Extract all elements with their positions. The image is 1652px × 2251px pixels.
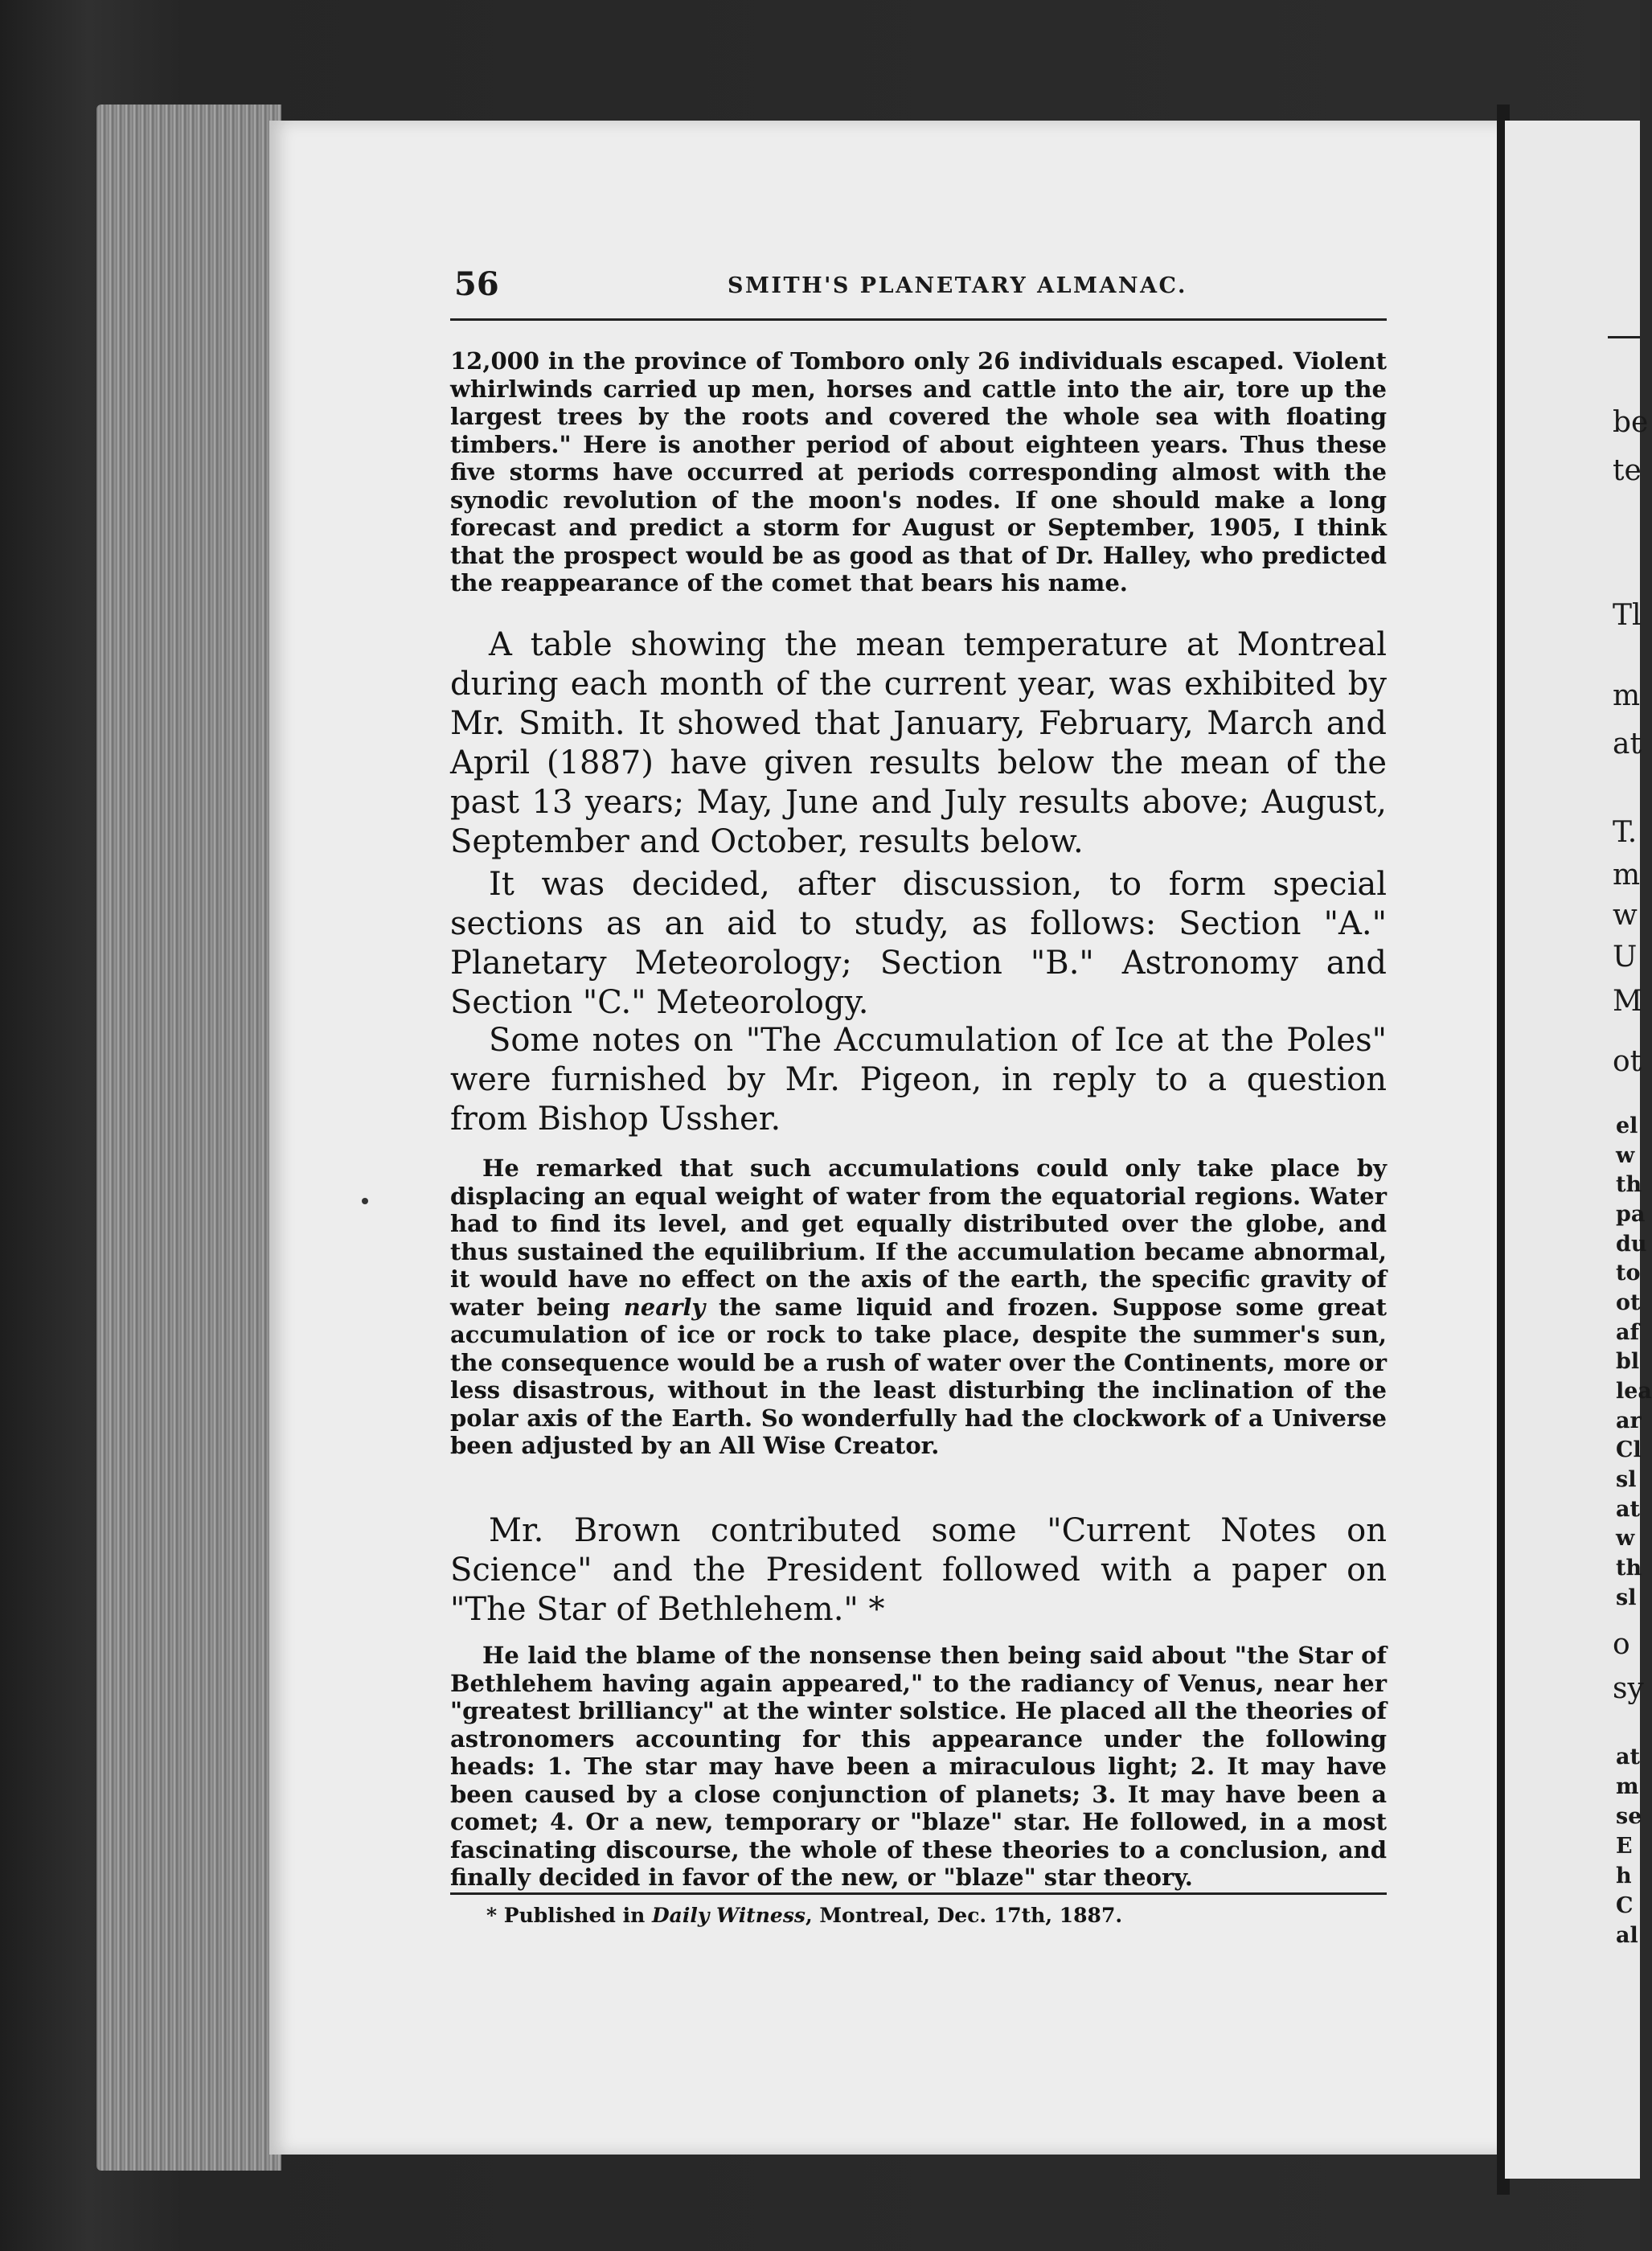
footnote-rule: [450, 1892, 1387, 1895]
facing-page-fragment: C: [1616, 1893, 1634, 1918]
facing-page-fragment: m: [1616, 1774, 1639, 1799]
facing-page-fragment: h: [1616, 1864, 1632, 1888]
facing-page-fragment: se: [1616, 1804, 1642, 1829]
paragraph-ice-accumulation: [450, 1021, 1387, 1139]
facing-page-fragment: w: [1616, 1526, 1635, 1551]
facing-page-fragment: m: [1613, 679, 1641, 712]
paragraph-star-of-bethlehem: [450, 1511, 1387, 1630]
paragraph-text: He laid the blame of the nonsense then being said about "the Star of Bethlehem having again appeared," to the radiancy of Venus, near her "greatest brilliancy" at the winter solstice. He placed all the theories of astronomers accounting for this appearance under the following heads: 1. The star may have been a miraculous light; 2. It may have been caused by a close conjunction of planets; 3. It may have been a comet; 4. Or a new, temporary or "blaze" star. He followed, in a most fascinating discourse, the whole of these theories to a conclusion, and finally decided in favor of the new, or "blaze" star theory.: [450, 1642, 1387, 1891]
facing-page-fragment: m: [1613, 859, 1641, 892]
facing-page-fragment: to: [1616, 1261, 1641, 1285]
header-rule: [450, 318, 1387, 321]
paragraph-special-sections: [450, 865, 1387, 1023]
paragraph-text: It was decided, after discussion, to form special sections as an aid to study, as follows: Section "A." Planetary Meteorology; Section "B." Astronomy and Section "C." Meteorology.: [450, 866, 1387, 1021]
running-title: SMITH'S PLANETARY ALMANAC.: [728, 273, 1187, 298]
facing-page-fragment: T.: [1613, 816, 1638, 849]
footnote-prefix: * Published in: [486, 1904, 652, 1927]
facing-page-fragment: be: [1613, 406, 1649, 439]
facing-page-fragment: th: [1616, 1172, 1642, 1197]
margin-dot: [362, 1198, 368, 1204]
paragraph-temperature-table: [450, 625, 1387, 862]
facing-page-fragment: Tl: [1613, 599, 1642, 632]
paragraph-president-paper: [450, 1642, 1387, 1892]
facing-page-fragment: sl: [1616, 1467, 1637, 1492]
facing-page-fragment: w: [1613, 899, 1638, 932]
facing-page-fragment: at: [1613, 728, 1642, 761]
facing-page-fragment: te: [1613, 454, 1642, 487]
facing-page-fragment: ot: [1613, 1045, 1642, 1078]
text-segment: the same liquid and frozen. Suppose some great accumulation of ice or rock to take place, despite the summer's sun, the consequence would be a rush of water over the Continents, more or less disastrous, without in the least disturbing the inclination of the polar axis of the Earth. So wonderfully had the clockwork of a Universe been adjusted by an All Wise Creator.: [450, 1293, 1387, 1459]
facing-page-fragment: sl: [1616, 1585, 1637, 1610]
book-page-edges: [96, 105, 281, 2171]
emphasis-nearly: nearly: [623, 1293, 706, 1321]
facing-page-fragment: el: [1616, 1113, 1638, 1138]
paragraph-text: A table showing the mean temperature at Montreal during each month of the current year, was exhibited by Mr. Smith. It showed that January, February, March and April (1887) have given results below the mean of the past 13 years; May, June and July results above; August, September and October, results below.: [450, 626, 1387, 860]
facing-page-fragment: o: [1613, 1628, 1630, 1661]
facing-page-fragment: sy: [1613, 1672, 1644, 1705]
facing-page-fragment: at: [1616, 1745, 1640, 1769]
footnote: [486, 1904, 1371, 1927]
facing-page-fragment: M: [1613, 985, 1642, 1018]
footnote-suffix: , Montreal, Dec. 17th, 1887.: [805, 1904, 1123, 1927]
facing-page-fragment: ar: [1616, 1408, 1642, 1433]
facing-page-fragment: w: [1616, 1143, 1635, 1168]
facing-page-fragment: lea: [1616, 1379, 1652, 1404]
paragraph-text: Mr. Brown contributed some "Current Notes on Science" and the President followed with a paper on "The Star of Bethlehem." *: [450, 1512, 1387, 1628]
paragraph-storm-periods: [450, 347, 1387, 597]
facing-page-fragment: th: [1616, 1556, 1642, 1581]
paragraph-pigeon-remarks: [450, 1154, 1387, 1460]
facing-page-fragment: bl: [1616, 1349, 1640, 1374]
facing-page-fragment: af: [1616, 1320, 1640, 1345]
page-number: 56: [454, 265, 499, 303]
facing-page-fragment: Cl: [1616, 1437, 1642, 1462]
facing-page-fragment: U: [1613, 941, 1638, 974]
facing-page-rule: [1608, 336, 1640, 338]
facing-page-fragment: pa: [1616, 1202, 1646, 1227]
footnote-source: Daily Witness: [651, 1904, 806, 1927]
text-segment: He remarked that such accumulations could only take place by displacing an equal weight of water from the equatorial regions. Water had to find its level, and get equally distributed over the globe, and thus sustained the equilibrium. If the accumulation became abnormal, it would have no effect on the axis of the earth, the specific gravity of water being: [450, 1154, 1387, 1321]
paragraph-text: 12,000 in the province of Tomboro only 26 individuals escaped. Violent whirlwinds carried up men, horses and cattle into the air, tore up the largest trees by the roots and covered the whole sea with floating timbers." Here is another period of about eighteen years. Thus these five storms have occurred at periods corresponding almost with the synodic revolution of the moon's nodes. If one should make a long forecast and predict a storm for August or September, 1905, I think that the prospect would be as good as that of Dr. Halley, who predicted the reappearance of the comet that bears his name.: [450, 347, 1387, 597]
facing-page-fragment: du: [1616, 1232, 1647, 1257]
facing-page-fragment: ot: [1616, 1290, 1641, 1315]
paragraph-text: Some notes on "The Accumulation of Ice at the Poles" were furnished by Mr. Pigeon, in reply to a question from Bishop Ussher.: [450, 1022, 1387, 1138]
facing-page-fragment: E: [1616, 1834, 1633, 1859]
facing-page-fragment: al: [1616, 1923, 1638, 1948]
paragraph-text: [450, 1154, 1387, 1460]
facing-page-fragment: at: [1616, 1497, 1640, 1522]
